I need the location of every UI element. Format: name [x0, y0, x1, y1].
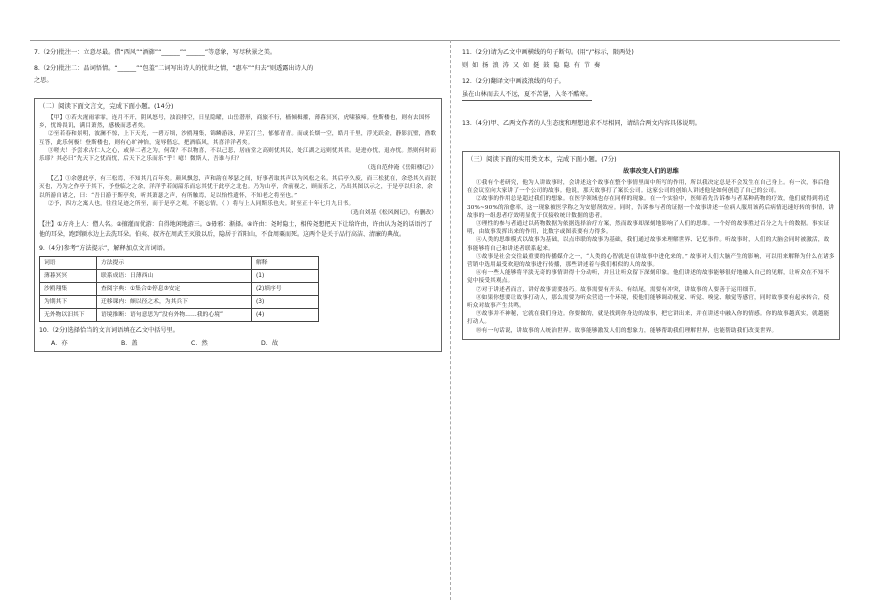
table-cell: 语境推断：语句意思为“没有外物……我的心境”: [97, 309, 252, 322]
wavy-underlined-sentence: 虽在山林而去人不远，夏不苦暑，入冬不酷寒。: [462, 90, 592, 101]
passage-jia-p1: 【甲】①若夫霪雨霏霏，连月不开，阴风怒号，浊浪排空，日星隐曜，山岳潜形，商旅不行，樯倾楫摧，薄暮冥冥，虎啸猿啼。登斯楼也，则有去国怀乡，忧谗畏讥，满目萧然，感极而悲者矣。: [39, 115, 431, 130]
table-header: 解释: [252, 257, 319, 270]
practical-reading-section: [462, 151, 840, 340]
option-d[interactable]: D．故: [261, 340, 279, 348]
article-paragraph: ⑧如果你想要让故事打动人，那么需要为听众营造一个环境，使他们能够调动视觉、听觉、嗅觉、触觉等感官，同时故事要有起承转合，使听众对故事产生共鸣。: [467, 294, 830, 310]
table-cell: (4): [252, 309, 319, 322]
table-cell: (2)填序号: [252, 283, 319, 296]
question-13: 13.（4分)甲、乙两文作者的人生态度和理想追求不尽相同，请结合两文内容具体说明。: [462, 120, 701, 127]
question-10-options: [51, 338, 437, 347]
table-header: 方法提示: [97, 257, 252, 270]
section-2-title: （二）阅读下面文言文，完成下面小题。(14分): [39, 102, 174, 110]
article-paragraph: ②故事的作用总是超过我们的想象。在医学领域也存在同样的现象。在一个实验中，医师着先告诉参与者某种药物的疗效，他们就得到将近30%~90%的治愈率，这一现象被医学称之为安慰剂效应。同时，告诉参与者的证据一个故事讲述一位病人服用该药后病情迅速好转的事情，讲故事的一组患者疗效明显优于仅接收统计数据的患者。: [467, 196, 834, 219]
passage-yi-source: （选自刘基《松风阁记》，有删改）: [347, 210, 437, 217]
table-row: [40, 309, 319, 322]
annotation-note: 【注】①方舟上人：僧人名。②擅灌而优游：自得地闲地游三。③毋邪：渐择。④许由：尧时隐士，相传尧想把天下让给许由，许由认为尧的话语污了他的耳朵，跑到颍水边上去洗耳朵。伯夷、叔齐在周武王灭殷以后，隐居于首阳山，不食周粟而死。这两个是关于品行高洁、清廉的典故。: [39, 221, 433, 239]
vocab-table: [39, 256, 319, 322]
passage-jia-p2: ②至若春和景明，波澜不惊，上下天光，一碧万顷，沙鸥翔集，锦鳞游泳，岸芷汀兰，郁郁青青。而或长烟一空，皓月千里，浮光跃金，静影沉璧，渔歌互答，此乐何极！登斯楼也，则有心旷神怡，宠辱偕忘，把酒临风，其喜洋洋者矣。: [39, 131, 437, 146]
article-paragraph: ⑩有一句话说，讲故事的人统治世界。故事能够激发人们的想象力，能够帮助我们理解世界，也能帮助我们改变世界。: [476, 327, 778, 334]
table-cell: 为期其下: [40, 296, 97, 309]
question-8: 8.（2分)批注二：品词悟情。“______”“包羞”二词写出诗人的忧世之情，“惠车”“归去”则透露出诗人的: [34, 65, 314, 72]
option-c[interactable]: C．然: [191, 340, 208, 348]
classical-reading-section: [34, 98, 442, 352]
table-header-row: [40, 257, 319, 270]
passage-jia-source: （选自范仲淹《岳阳楼记》）: [364, 165, 437, 172]
question-11: 11.（2分)请为乙文中画横线的句子断句。(用“/”标示，限两处): [462, 49, 634, 56]
column-divider: [450, 40, 451, 600]
question-9: 9.（4分)参考“方法提示”，解释加点文言词语。: [39, 245, 170, 253]
article-paragraph: ④人类的思维模式以故事为基础，以点串联的故事为基础，我们通过故事来理解世界、记忆事件。听故事时，人们的大脑会同时被激活，故事能够将自己和讲述者联系起来。: [467, 237, 830, 252]
table-cell: 薄暮冥冥: [40, 270, 97, 283]
passage-jia-p3: ③嗟夫！予尝求古仁人之心，或异二者之为，何哉？不以物喜，不以己悲，居庙堂之高则忧其民，处江湖之远则忧其君。是进亦忧，退亦忧。然则何时而乐耶？其必曰“先天下之忧而忧，后天下之乐而乐”乎！噫！微斯人，吾谁与归？: [39, 147, 437, 163]
table-cell: 沙鸥翔集: [40, 283, 97, 296]
header-rule: [30, 40, 840, 41]
article-paragraph: ⑨故事并不神秘，它就在我们身边。你要做的，就是找到你身边的故事，把它讲出来，并在讲述中融入你的情感。你的故事越真实，就越能打动人。: [467, 311, 830, 326]
table-header: 词语: [40, 257, 97, 270]
table-cell: (3): [252, 296, 319, 309]
table-cell: 联系成语：日薄西山: [97, 270, 252, 283]
option-a[interactable]: A．亦: [51, 340, 68, 348]
question-10: 10.（2分)选择恰当的文言词语填在乙文中括号里。: [39, 327, 179, 335]
section-3-title: （三）阅读下面的实用类文本，完成下面小题。(7分): [467, 155, 617, 163]
left-column: [34, 48, 442, 352]
article-paragraph: ③理性的参与者通过以药物数据为依据选择治疗方案，然而故事却深刻地影响了人们的思维。一个好的故事胜过百分之九十的数据。事实证明，由故事发挥出来的作用，比数字或图表要有力得多。: [467, 221, 830, 236]
question-8-tail: 之思。: [34, 77, 53, 84]
article-paragraph: ⑥有一些人能够将平淡无奇的事情讲得十分动听，并且让听众留下深刻印象。他们讲述的故事能够很好地融入自己的见解，让听众在不知不觉中接受其观点。: [467, 270, 830, 285]
question-12-sentence: [462, 90, 840, 101]
table-cell: 无外物以汨其下: [40, 309, 97, 322]
table-row: [40, 283, 319, 296]
table-row: [40, 296, 319, 309]
passage-yi-p2: ②予，四方之寓人也，往往足迹之所至，而于是亭之观，不能忘情，（ ）将与上人同斯乐也夫。时至正十年七月九日书。: [48, 200, 355, 207]
article-paragraph: ⑤故事是社会交往最重要的传播媒介之一，“人类的心智就是在讲故事中进化来的。” 故事对人们大脑产生的影响，可以用来解释为什么在诸多营销中选用最受欢迎的故事进行传播，那些讲述着与我们相似的人的故事。: [467, 253, 835, 269]
option-b[interactable]: B．盖: [121, 340, 138, 348]
table-cell: 查阅字典：①集合②停息③安定: [97, 283, 252, 296]
article-paragraph: ①我有个老研究，他为人讲故事时，会讲述这个故事在整个事情里面中所写的作用，所以我决定总是不会发生在自己身上。有一次，事后他在会议室向大家讲了一个公司的故事。他说，那天故事打了案长公司。这家公司的创始人讲述他是如何创造了自己的公司。: [467, 180, 830, 195]
table-cell: 迁移课内：颇以径之术，为其兵下: [97, 296, 252, 309]
passage-yi-p1: 【乙】①余憩此亭，有三松焉，不知其几百年矣。颜风飘忽，声和韵在琴瑟之间，好事者取其声以为风松之名。其后亭久废，而三松犹在，余恐其久而泯灭也，乃为之作亭于其下，予登临之之余，洋洋乎若闻韶乐而忘其忧于此亭之北也。乃为山亭，舍前视之，顾而乐之，乃出其图以示之，于是亭以归余，余以所游自诸之，曰：“吾日游于斯亭矣，听其萧瑟之声，有所触焉，足以怡性遗怀，不知老之将至也。”: [39, 176, 437, 199]
question-7: 7.（2分)批注一：立意尽最。借“西风”“酒旆”“______”“______”等意象，写尽秋景之美。: [34, 49, 277, 56]
right-column: [462, 48, 840, 340]
article-title: 故事改变人们的思维: [623, 168, 679, 175]
question-11-sentence: 则 如 扬 浪 涛 又 如 挺 鼓 隐 隐 有 节 奏: [462, 62, 602, 69]
table-row: [40, 270, 319, 283]
article-paragraph: ⑦对于讲述者而言，讲好故事需要技巧。故事需要有开头、有结尾，需要有冲突，讲故事的人要善于运用细节。: [476, 286, 760, 293]
question-12: 12.（2分)翻译文中画波浪线的句子。: [462, 78, 565, 85]
table-cell: (1): [252, 270, 319, 283]
